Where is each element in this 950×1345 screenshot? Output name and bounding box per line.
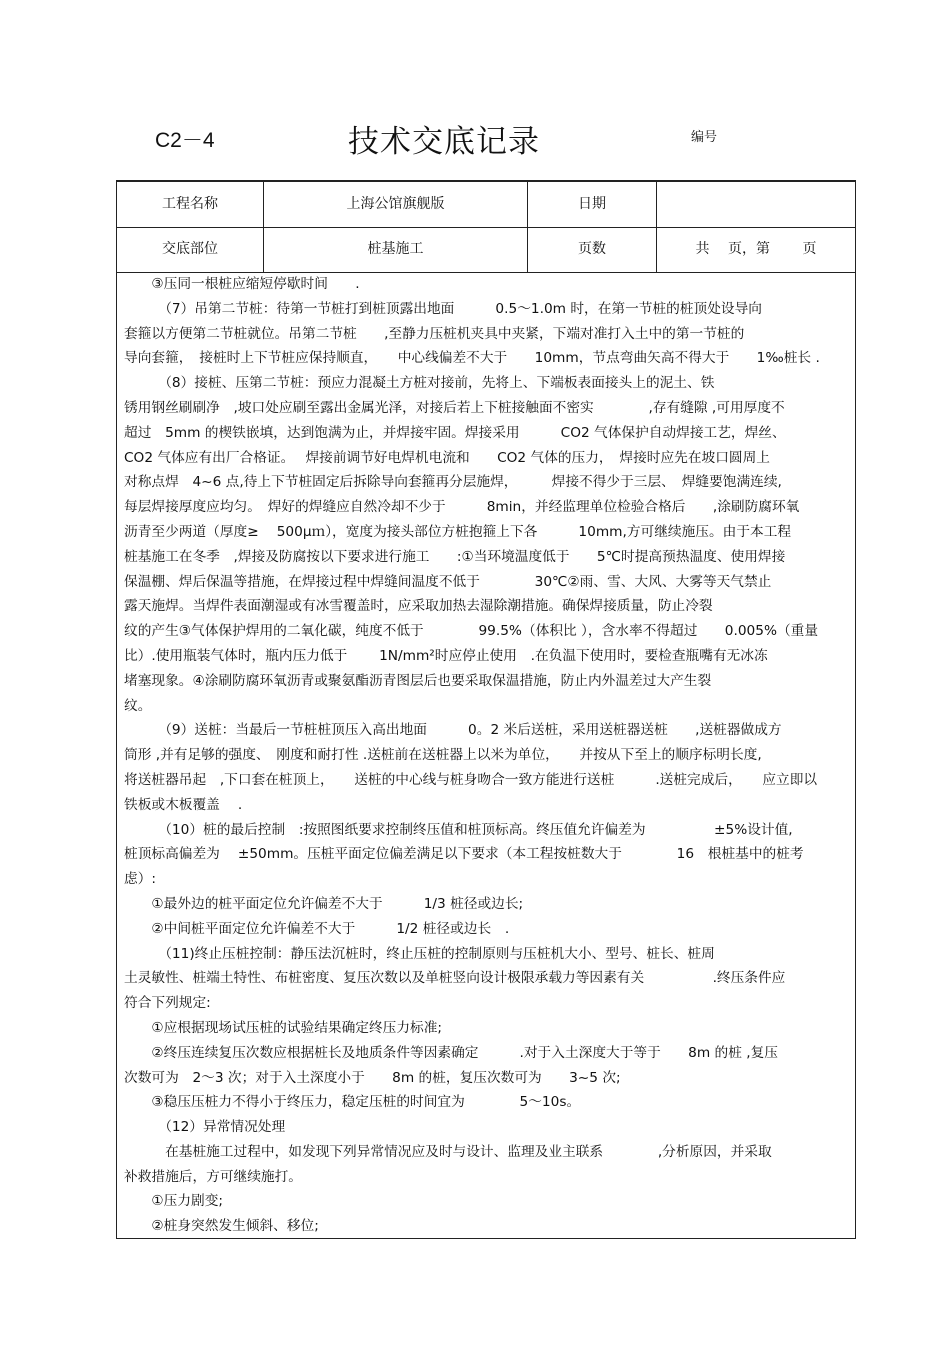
pages-label: 页数 — [528, 227, 657, 272]
content-line: 每层焊接厚度应均匀。 焊好的焊缝应自然冷却不少于 8min，并经监理单位检验合格后 ,涂刷防腐环氧 — [124, 499, 800, 516]
content-line: ③稳压压桩力不得小于终压力，稳定压桩的时间宜为 5～10s。 — [124, 1094, 581, 1111]
pages-value: 共 页，第 页 — [695, 241, 817, 257]
content-line: 筒形 ,并有足够的强度、 刚度和耐打性 .送桩前在送桩器上以米为单位， 并按从下至上的顺序标明长度, — [124, 747, 762, 764]
content-line: ①最外边的桩平面定位允许偏差不大于 1/3 桩径或边长; — [124, 895, 524, 912]
content-line: ②中间桩平面定位允许偏差不大于 1/2 桩径或边长 . — [124, 920, 510, 937]
content-line: 纹的产生③气体保护焊用的二氧化碳，纯度不低于 99.5%（体积比 ），含水率不得超过 0.005%（重量 — [124, 623, 819, 640]
content-line: （12）异常情况处理 — [124, 1119, 286, 1136]
content-line: 符合下列规定: — [124, 995, 211, 1012]
content-line: 锈用钢丝刷刷净 ,坡口处应刷至露出金属光泽，对接后若上下桩接触面不密实 ,存有缝隙 ,可用厚度不 — [124, 399, 785, 416]
content-line: 虑）: — [124, 871, 156, 888]
content-line: 导向套箍， 接桩时上下节桩应保持顺直， 中心线偏差不大于 10mm，节点弯曲矢高不得大于 1‰桩长 . — [124, 350, 820, 367]
content-line: 套箍以方便第二节桩就位。吊第二节桩 ,至静力压桩机夹具中夹紧，下端对准打入土中的第一节桩的 — [124, 325, 745, 342]
project-name-label: 工程名称 — [117, 182, 264, 227]
content-line: CO2 气体应有出厂合格证。 焊接前调节好电焊机电流和 CO2 气体的压力， 焊接时应先在坡口圆周上 — [124, 449, 770, 466]
content-line: 在基桩施工过程中，如发现下列异常情况应及时与设计、监理及业主联系 ,分析原因，并采取 — [124, 1143, 772, 1160]
content-line: 补救措施后，方可继续施打。 — [124, 1168, 302, 1185]
content-line: 纹。 — [124, 697, 152, 714]
content-line: 露天施焊。当焊件表面潮湿或有冰雪覆盖时，应采取加热去湿除潮措施。确保焊接质量，防止冷裂 — [124, 598, 713, 615]
content-line: （11)终止压桩控制：静压法沉桩时，终止压桩的控制原则与压桩机大小、型号、桩长、桩周 — [124, 945, 715, 962]
number-label: 编号 — [691, 130, 718, 145]
content-line: （9）送桩：当最后一节桩桩顶压入高出地面 0。2 米后送桩，采用送桩器送桩 ,送桩器做成方 — [124, 722, 782, 739]
part-label: 交底部位 — [117, 227, 264, 272]
content-line: 保温棚、焊后保温等措施，在焊接过程中焊缝间温度不低于 30℃②雨、雪、大风、大雾等天气禁止 — [124, 573, 772, 590]
content-line: 对称点焊 4~6 点,待上下节桩固定后拆除导向套箍再分层施焊， 焊接不得少于三层、 焊缝要饱满连续, — [124, 474, 782, 491]
content-line: 超过 5mm 的楔铁嵌填，达到饱满为止，并焊接牢固。焊接采用 CO2 气体保护自动焊接工艺，焊丝、 — [124, 424, 786, 441]
content-line: 土灵敏性、桩端土特性、布桩密度、复压次数以及单桩竖向设计极限承载力等因素有关 .终压条件应 — [124, 970, 786, 987]
disclosure-content — [124, 272, 850, 1239]
content-line: ①应根据现场试压桩的试验结果确定终压力标准; — [124, 1019, 443, 1036]
content-line: 铁板或木板覆盖 . — [124, 796, 243, 813]
content-line: 堵塞现象。④涂刷防腐环氧沥青或聚氨酯沥青图层后也要采取保温措施，防止内外温差过大产生裂 — [124, 672, 712, 689]
content-line: （10）桩的最后控制 :按照图纸要求控制终压值和桩顶标高。终压值允许偏差为 ±5%设计值, — [124, 821, 793, 838]
date-label: 日期 — [528, 182, 657, 227]
content-line: ②终压连续复压次数应根据桩长及地质条件等因素确定 .对于入土深度大于等于 8m 的桩 ,复压 — [124, 1044, 778, 1061]
record-table — [116, 180, 856, 1239]
content-line: 比）.使用瓶装气体时，瓶内压力低于 1N/mm²时应停止使用 .在负温下使用时，要检查瓶嘴有无冰冻 — [124, 647, 768, 664]
content-line: 桩基施工在冬季 ,焊接及防腐按以下要求进行施工 :①当环境温度低于 5℃时提高预热温度、使用焊接 — [124, 548, 786, 565]
content-line: 沥青至少两道（厚度≥ 500μｍ），宽度为接头部位方桩抱箍上下各 10mm,方可继续施压。由于本工程 — [124, 523, 792, 540]
project-name-value: 上海公馆旗舰版 — [264, 182, 528, 227]
content-line: （8）接桩、压第二节桩：预应力混凝土方桩对接前，先将上、下端板表面接头上的泥土、铁 — [124, 375, 715, 392]
content-line: ③压同一根桩应缩短停歇时间 . — [124, 276, 360, 292]
info-row-part — [117, 227, 855, 273]
content-line: （7）吊第二节桩：待第一节桩打到桩顶露出地面 0.5～1.0m 时，在第一节桩的桩顶处设导向 — [124, 300, 762, 317]
form-code: C2－4 — [155, 129, 215, 152]
content-line: 次数可为 2～3 次；对于入土深度小于 8m 的桩，复压次数可为 3~5 次; — [124, 1069, 621, 1086]
date-value — [657, 182, 855, 227]
content-line: 将送桩器吊起 ,下口套在桩顶上， 送桩的中心线与桩身吻合一致方能进行送桩 .送桩完成后， 应立即以 — [124, 771, 818, 788]
info-row-project — [117, 182, 855, 228]
part-value: 桩基施工 — [264, 227, 528, 272]
content-line: 桩顶标高偏差为 ±50mm。压桩平面定位偏差满足以下要求（本工程按桩数大于 16 根桩基中的桩考 — [124, 846, 804, 863]
content-line: ②桩身突然发生倾斜、移位; — [124, 1218, 319, 1235]
content-line: ①压力剧变; — [124, 1193, 224, 1210]
page-title: 技术交底记录 — [348, 124, 540, 160]
